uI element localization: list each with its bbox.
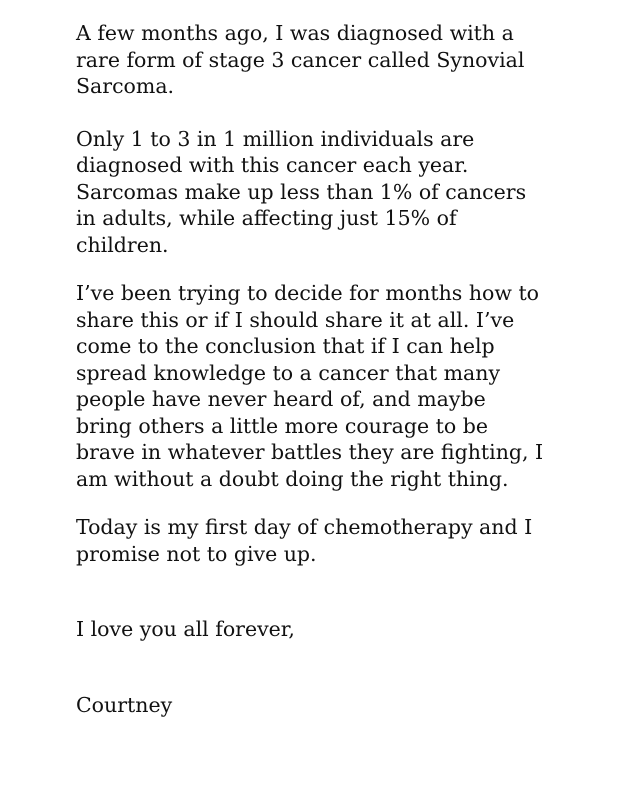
paragraph-chemotherapy: Today is my first day of chemotherapy and I promise not to give up. xyxy=(76,515,533,566)
paragraph-statistics: Only 1 to 3 in 1 million individuals are diagnosed with this cancer each year. Sarcomas make up less than 1% of cancers in adults, while affecting just 15% of children. xyxy=(76,126,527,257)
signature: Courtney xyxy=(76,692,173,717)
letter-body xyxy=(76,20,624,718)
paragraph-diagnosis: A few months ago, I was diagnosed with a rare form of stage 3 cancer called Synovial Sarcoma. xyxy=(76,21,525,98)
closing-line: I love you all forever, xyxy=(76,617,295,641)
paragraph-decision: I’ve been trying to decide for months how to share this or if I should share it at all. I’ve come to the conclusion that if I can help spread knowledge to a cancer that many people have never heard of, and maybe bring others a little more courage to be brave in whatever battles they are fighting, I am without a doubt doing the right thing. xyxy=(76,281,544,491)
